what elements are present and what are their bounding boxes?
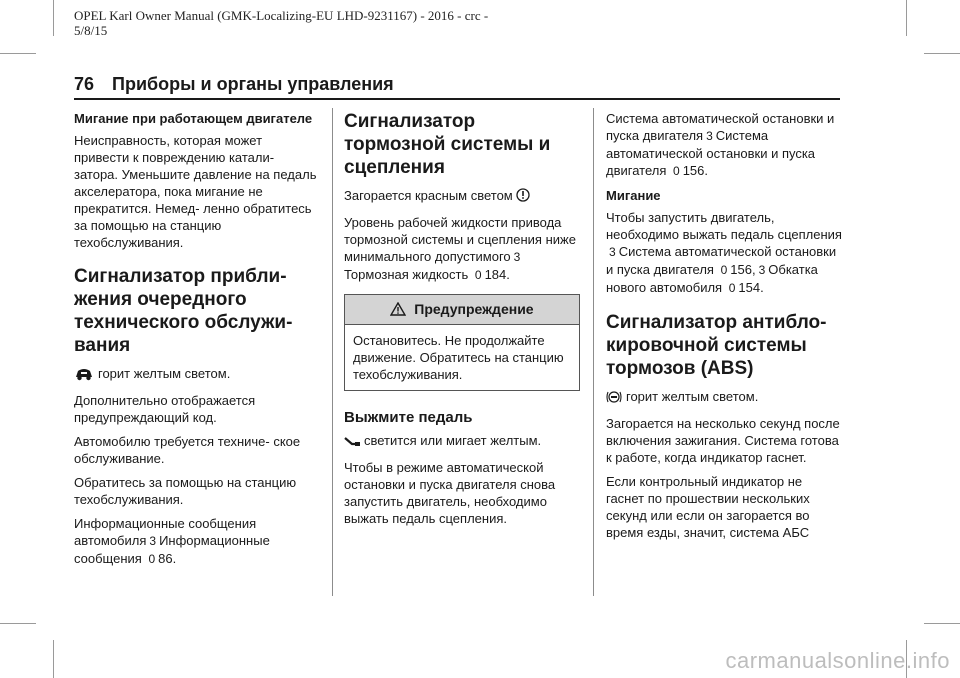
paragraph: Автомобилю требуется техниче- ское обслуживание. <box>74 434 301 466</box>
column-3 <box>606 110 842 548</box>
service-wrench-car-icon <box>74 367 94 385</box>
watermark: carmanualsonline.info <box>725 648 950 673</box>
print-metadata <box>74 8 544 38</box>
page-number: 76 <box>74 74 95 94</box>
xref-page-icon: 0 <box>474 268 482 282</box>
brake-warning-icon <box>516 187 530 207</box>
subheading-press-pedal: Выжмите педаль <box>344 409 473 426</box>
xref-page[interactable]: 184. <box>484 267 510 282</box>
section-heading-abs: Сигнализатор антибло- кировочной системы тормозов (ABS) <box>606 312 827 379</box>
paragraph: Дополнительно отображается предупреждающий код. <box>74 393 256 425</box>
section-heading-service: Сигнализатор прибли- жения очередного технического обслужи- вания <box>74 266 293 356</box>
section-heading-brake: Сигнализатор тормозной системы и сцепления <box>344 111 551 178</box>
text-run: Чтобы запустить двигатель, необходимо выжать педаль сцепления <box>606 210 842 242</box>
icon-description: горит желтым светом. <box>98 366 231 381</box>
paragraph-with-xref <box>606 110 842 180</box>
paragraph <box>344 187 580 207</box>
xref-page-icon: 0 <box>148 552 156 566</box>
icon-description: светится или мигает желтым. <box>364 433 542 448</box>
xref-arrow-icon[interactable]: 3 <box>706 129 713 143</box>
paragraph: Загорается на несколько секунд после включения зажигания. Система готова к работе, когда индикатор гаснет. <box>606 416 840 465</box>
column-2 <box>344 110 580 534</box>
crop-mark <box>53 640 54 678</box>
column-1 <box>74 110 320 575</box>
paragraph: Если контрольный индикатор не гаснет по прошествии нескольких секунд или если он загорается во время езды, значит, система АБС <box>606 474 810 540</box>
paragraph <box>344 432 580 452</box>
paragraph-with-xref <box>74 515 320 568</box>
crop-mark <box>0 53 36 54</box>
crop-mark <box>906 0 907 36</box>
warning-title: Предупреждение <box>414 301 534 317</box>
xref-arrow-icon[interactable]: 3 <box>758 263 766 277</box>
text-run: Уровень рабочей жидкости привода тормозной системы и сцепления ниже минимального допустимого <box>344 215 576 264</box>
paragraph <box>74 365 320 385</box>
xref-link[interactable]: Обкатка нового автомобиля <box>606 262 818 295</box>
column-divider <box>332 108 333 596</box>
paragraph: Обратитесь за помощью на станцию техобслуживания. <box>74 475 297 507</box>
crop-mark <box>53 0 54 36</box>
text-run: Система автоматической остановки и пуска двигателя <box>606 111 835 143</box>
page-header <box>74 74 840 94</box>
xref-page[interactable]: 86. <box>158 551 177 566</box>
xref-link[interactable]: Информационные сообщения <box>74 533 270 566</box>
header-rule <box>74 98 840 100</box>
text-run: Загорается красным светом <box>344 188 513 203</box>
page-title: Приборы и органы управления <box>112 74 394 94</box>
paragraph-with-xref <box>344 214 580 284</box>
clutch-pedal-icon <box>344 435 360 452</box>
xref-page-icon: 0 <box>728 281 736 295</box>
xref-arrow-icon[interactable]: 3 <box>149 534 157 548</box>
crop-mark <box>924 53 960 54</box>
icon-description: горит желтым светом. <box>626 389 759 404</box>
crop-mark <box>924 623 960 624</box>
xref-arrow-icon[interactable]: 3 <box>609 245 616 259</box>
warning-header <box>345 295 579 325</box>
warning-body: Остановитесь. Не продолжайте движение. Обратитесь на станцию техобслуживания. <box>353 333 564 382</box>
column-divider <box>593 108 594 596</box>
warning-box <box>344 294 580 391</box>
paragraph <box>606 388 842 408</box>
subheading-flashing-engine: Мигание при работающем двигателе <box>74 111 313 126</box>
xref-page-icon: 0 <box>673 164 680 178</box>
xref-link[interactable]: Система автоматической остановки и пуска двигателя <box>606 128 816 178</box>
xref-page[interactable]: 156, <box>730 262 756 277</box>
print-metadata-line: OPEL Karl Owner Manual (GMK-Localizing-EU LHD-9231167) - 2016 - crc - <box>74 8 489 23</box>
paragraph: Неисправность, которая может привести к повреждению катали- затора. Уменьшите давление на педаль акселератора, пока мигание не прекратится. Немед- ленно обратитесь за помощью на станцию техобслуживания. <box>74 133 317 250</box>
print-metadata-line: 5/8/15 <box>74 23 108 38</box>
warning-triangle-icon <box>390 301 414 317</box>
xref-page-icon: 0 <box>720 263 728 277</box>
xref-link[interactable]: Система автоматической остановки и пуска двигателя <box>606 244 837 277</box>
subheading-flashing: Мигание <box>606 188 661 203</box>
paragraph: Чтобы в режиме автоматической остановки и пуска двигателя снова запустить двигатель, необходимо выжать педаль сцепления. <box>344 460 556 526</box>
xref-arrow-icon[interactable]: 3 <box>513 250 521 264</box>
abs-icon <box>606 390 622 408</box>
xref-link[interactable]: Тормозная жидкость <box>344 267 469 282</box>
text-run: Информационные сообщения автомобиля <box>74 516 257 548</box>
xref-page[interactable]: 154. <box>738 280 764 295</box>
crop-mark <box>0 623 36 624</box>
xref-page[interactable]: 156. <box>682 163 709 178</box>
paragraph-with-xref <box>606 209 842 297</box>
